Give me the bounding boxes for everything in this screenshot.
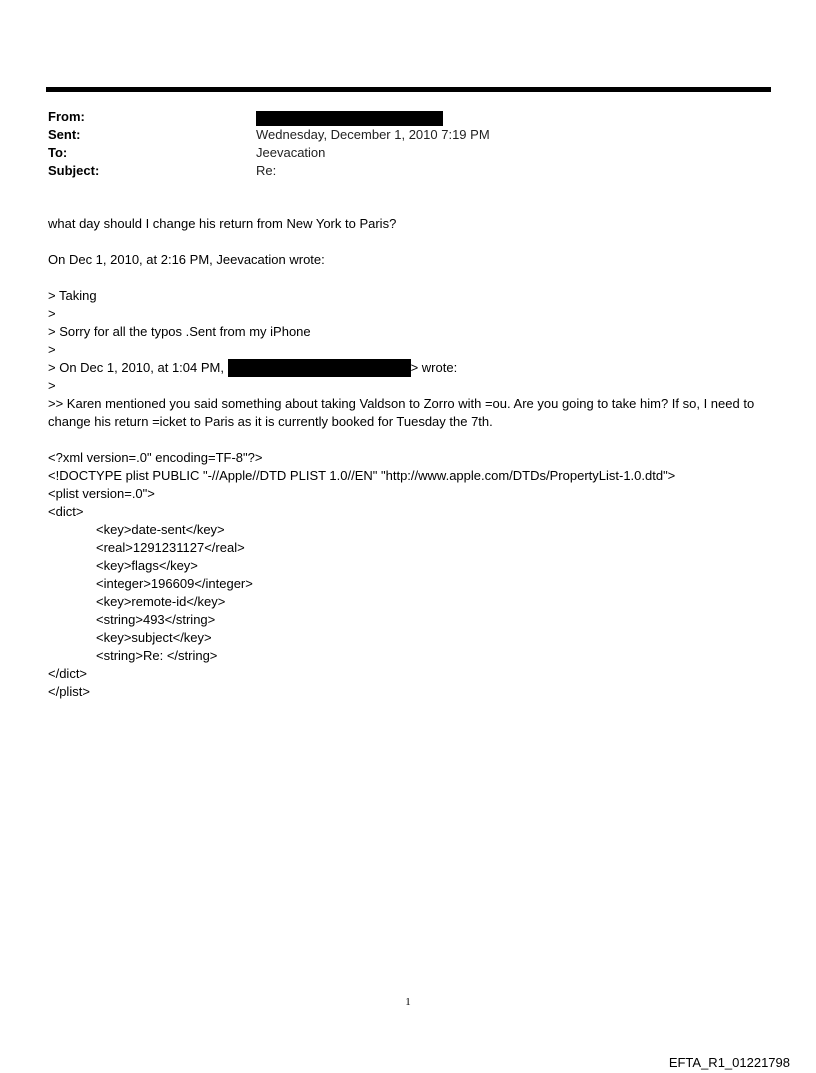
subject-value: Re: <box>256 163 277 178</box>
to-value: Jeevacation <box>256 145 326 160</box>
quote-line: > <box>48 342 56 357</box>
xml-line: <plist version=.0"> <box>48 486 155 501</box>
redaction-box <box>256 111 443 126</box>
sent-row <box>48 126 768 144</box>
sent-label: Sent: <box>48 127 81 142</box>
to-label: To: <box>48 145 68 160</box>
header-rule <box>46 87 771 92</box>
xml-line: </plist> <box>48 684 90 699</box>
from-row <box>48 108 768 126</box>
to-row <box>48 144 768 162</box>
email-header <box>48 108 768 180</box>
xml-line: <dict> <box>48 504 84 519</box>
xml-line: <string>493</string> <box>96 612 216 627</box>
quote-line: > Sorry for all the typos .Sent from my iPhone <box>48 324 311 339</box>
page-number: 1 <box>405 996 411 1008</box>
xml-line: <key>subject</key> <box>96 630 212 645</box>
xml-line: </dict> <box>48 666 88 681</box>
quote-paragraph: >> Karen mentioned you said something about taking Valdson to Zorro with =ou. Are you going to take him? If so, I need to change his return =icket to Paris as it is currently booked for Tuesday the 7th. <box>48 396 755 429</box>
xml-line: <key>remote-id</key> <box>96 594 226 609</box>
xml-line: <string>Re: </string> <box>96 648 218 663</box>
quote-line: > <box>48 306 56 321</box>
quote-line-redacted <box>48 359 773 377</box>
quote-suffix: > wrote: <box>410 360 458 375</box>
sent-value: Wednesday, December 1, 2010 7:19 PM <box>256 127 490 142</box>
quote-prefix: > On Dec 1, 2010, at 1:04 PM, <box>48 360 224 375</box>
redaction-box <box>228 359 411 377</box>
quote-line: > Taking <box>48 288 97 303</box>
email-body <box>48 215 773 701</box>
xml-line: <integer>196609</integer> <box>96 576 253 591</box>
xml-line: <key>date-sent</key> <box>96 522 225 537</box>
xml-line: <key>flags</key> <box>96 558 198 573</box>
xml-line: <!DOCTYPE plist PUBLIC "-//Apple//DTD PLIST 1.0//EN" "http://www.apple.com/DTDs/PropertyList-1.0.dtd"> <box>48 468 676 483</box>
from-value <box>256 108 443 126</box>
from-label: From: <box>48 109 85 124</box>
subject-row <box>48 162 768 180</box>
xml-line: <?xml version=.0" encoding=TF-8"?> <box>48 450 263 465</box>
body-line: On Dec 1, 2010, at 2:16 PM, Jeevacation wrote: <box>48 252 325 267</box>
xml-line: <real>1291231127</real> <box>96 540 245 555</box>
bates-number: EFTA_R1_01221798 <box>668 1055 790 1070</box>
subject-label: Subject: <box>48 163 100 178</box>
body-line: what day should I change his return from New York to Paris? <box>48 216 397 231</box>
quote-line: > <box>48 378 56 393</box>
